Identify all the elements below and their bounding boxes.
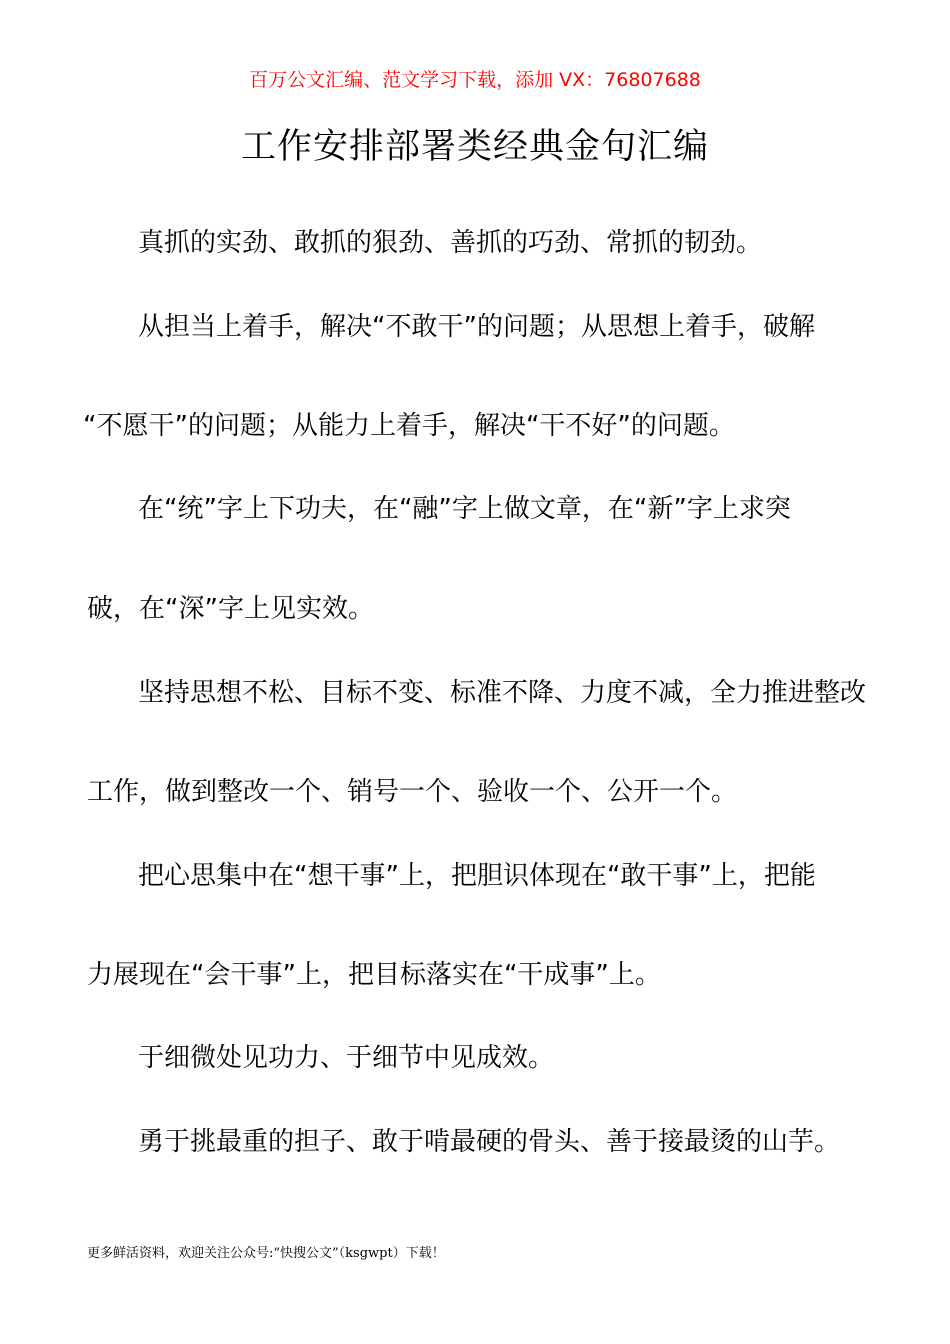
paragraph-line: 真抓的实劲、敢抓的狠劲、善抓的巧劲、常抓的韧劲。 <box>138 228 763 258</box>
paragraph-line: 在“统”字上下功夫，在“融”字上做文章，在“新”字上求突 <box>138 494 791 524</box>
paragraph-line: 工作，做到整改一个、销号一个、验收一个、公开一个。 <box>87 777 738 807</box>
paragraph-line: 把心思集中在“想干事”上，把胆识体现在“敢干事”上，把能 <box>138 861 816 891</box>
paragraph-line: 坚持思想不松、目标不变、标准不降、力度不减，全力推进整改 <box>138 678 867 708</box>
footer-note: 更多鲜活资料，欢迎关注公众号:“快搜公文”（ksgwpt）下载！ <box>87 1246 445 1261</box>
paragraph-line: “不愿干”的问题；从能力上着手，解决“干不好”的问题。 <box>83 411 735 441</box>
promo-header: 百万公文汇编、范文学习下载，添加 VX：76807688 <box>249 69 701 91</box>
paragraph-line: 破，在“深”字上见实效。 <box>87 594 374 624</box>
paragraph-line: 于细微处见功力、于细节中见成效。 <box>138 1043 555 1073</box>
document-title: 工作安排部署类经典金句汇编 <box>240 127 709 167</box>
paragraph-line: 勇于挑最重的担子、敢于啃最硬的骨头、善于接最烫的山芋。 <box>138 1127 841 1157</box>
paragraph-line: 力展现在“会干事”上，把目标落实在“干成事”上。 <box>87 960 661 990</box>
paragraph-line: 从担当上着手，解决“不敢干”的问题；从思想上着手，破解 <box>138 312 815 342</box>
